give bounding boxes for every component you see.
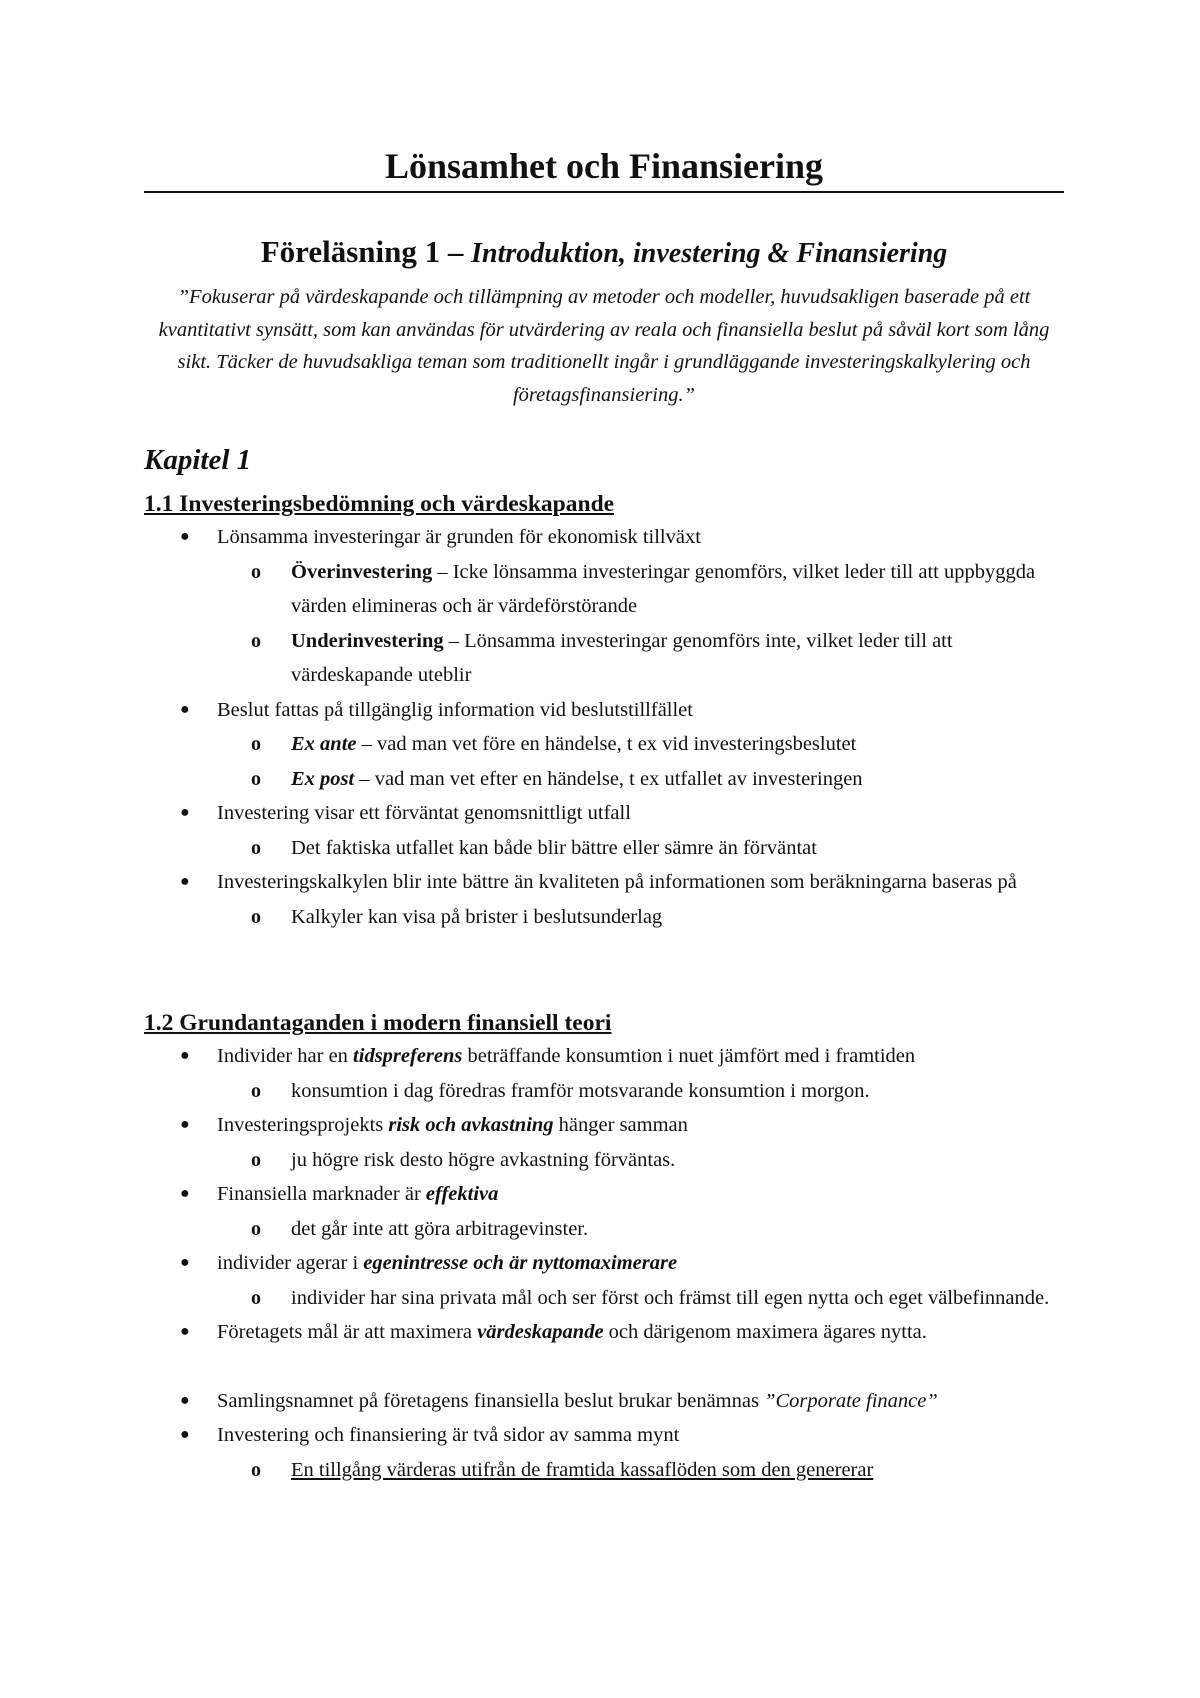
bullet-icon: ●	[180, 1426, 190, 1443]
section-1-2-list	[144, 1039, 1064, 1487]
bullet-icon: ●	[180, 700, 190, 718]
circle-bullet-icon: o	[251, 905, 261, 928]
spacer	[144, 1350, 1064, 1384]
bullet-icon: ●	[180, 1254, 190, 1271]
bullet-icon: ●	[180, 804, 190, 821]
list-item: o det går inte att göra arbitragevinster.	[144, 1212, 1064, 1247]
list-item: o ju högre risk desto högre avkastning förväntas.	[144, 1143, 1064, 1178]
section-heading-1-2: 1.2 Grundantaganden i modern finansiell teori	[144, 1010, 612, 1036]
list-item: o konsumtion i dag föredras framför motsvarande konsumtion i morgon.	[144, 1074, 1064, 1109]
bullet-icon: ●	[180, 1047, 190, 1064]
circle-bullet-icon: o	[251, 1148, 261, 1171]
bullet-icon: ●	[180, 873, 190, 890]
course-description-quote: ”Fokuserar på värdeskapande och tillämpning av metoder och modeller, huvudsakligen baserade på ett kvantitativt synsätt, som kan användas för utvärdering av reala och finansiella beslut på såväl kort som lång sikt. Täcker de huvudsakliga teman som traditionellt ingår i grundläggande investeringskalkylering och företagsfinansiering.”	[158, 286, 1050, 406]
document-title: Lönsamhet och Finansiering	[384, 146, 824, 186]
circle-bullet-icon: o	[251, 1286, 261, 1309]
lecture-heading	[144, 232, 1064, 274]
circle-bullet-icon: o	[251, 836, 261, 859]
list-item: ● Beslut fattas på tillgänglig information vid beslutstillfället o Ex ante – vad man vet före en händelse, t ex vid investeringsbeslutet o Ex post – vad man vet efter en händelse, t ex utfallet av investeringen	[144, 693, 1064, 797]
list-item: ● Investering visar ett förväntat genomsnittligt utfall o Det faktiska utfallet kan både blir bättre eller sämre än förväntat	[144, 796, 1064, 865]
bullet-icon: ●	[180, 1116, 190, 1133]
bullet-icon: ●	[180, 1323, 190, 1340]
list-item: ● Investeringsprojekts risk och avkastning hänger samman o ju högre risk desto högre avkastning förväntas.	[144, 1108, 1064, 1177]
list-item: o En tillgång värderas utifrån de framtida kassaflöden som den genererar	[144, 1453, 1064, 1488]
chapter-heading: Kapitel 1	[144, 444, 252, 476]
section-1-1-list	[144, 520, 1064, 934]
section-heading-1-1: 1.1 Investeringsbedömning och värdeskapande	[144, 491, 615, 517]
list-item: ● individer agerar i egenintresse och är nyttomaximerare o individer har sina privata mål och ser först och främst till egen nytta och eget välbefinnande.	[144, 1246, 1064, 1315]
circle-bullet-icon: o	[251, 1079, 261, 1102]
lecture-topic: Introduktion, investering & Finansiering	[471, 238, 948, 269]
circle-bullet-icon: o	[251, 733, 261, 755]
list-item: o Ex ante – vad man vet före en händelse, t ex vid investeringsbeslutet	[144, 727, 1064, 762]
bullet-icon: ●	[180, 1391, 190, 1409]
list-item: ● Lönsamma investeringar är grunden för ekonomisk tillväxt o Överinvestering – Icke lönsamma investeringar genomförs, vilket leder till att uppbyggda värden elimineras och är värdeförstörande o Underinvestering – Lönsamma investeringar genomförs inte, vilket leder till att värdeskapande uteblir	[144, 520, 1064, 693]
circle-bullet-icon: o	[251, 560, 261, 583]
title-underline	[144, 191, 1064, 193]
lecture-number: Föreläsning 1 –	[260, 234, 464, 269]
list-item: ● Individer har en tidspreferens beträffande konsumtion i nuet jämfört med i framtiden o konsumtion i dag föredras framför motsvarande konsumtion i morgon.	[144, 1039, 1064, 1108]
circle-bullet-icon: o	[251, 1217, 261, 1240]
list-item: ● Investering och finansiering är två sidor av samma mynt o En tillgång värderas utifrån de framtida kassaflöden som den genererar	[144, 1418, 1064, 1487]
list-item: ● Investeringskalkylen blir inte bättre än kvaliteten på informationen som beräkningarna baseras på o Kalkyler kan visa på brister i beslutsunderlag	[144, 865, 1064, 934]
circle-bullet-icon: o	[251, 767, 261, 790]
bullet-icon: ●	[180, 528, 190, 545]
list-item: ● Finansiella marknader är effektiva o det går inte att göra arbitragevinster.	[144, 1177, 1064, 1246]
circle-bullet-icon: o	[251, 1458, 261, 1481]
bullet-icon: ●	[180, 1185, 190, 1202]
list-item: ● Samlingsnamnet på företagens finansiella beslut brukar benämnas ”Corporate finance”	[144, 1384, 1064, 1419]
list-item: o Underinvestering – Lönsamma investeringar genomförs inte, vilket leder till att värdeskapande uteblir	[144, 624, 1064, 693]
list-item: ● Företagets mål är att maximera värdeskapande och därigenom maximera ägares nytta.	[144, 1315, 1064, 1350]
list-item: o Överinvestering – Icke lönsamma investeringar genomförs, vilket leder till att uppbyggda värden elimineras och är värdeförstörande	[144, 555, 1064, 624]
list-item: o individer har sina privata mål och ser först och främst till egen nytta och eget välbefinnande.	[144, 1281, 1064, 1316]
circle-bullet-icon: o	[251, 629, 261, 652]
list-item: o Ex post – vad man vet efter en händelse, t ex utfallet av investeringen	[144, 762, 1064, 797]
list-item: o Kalkyler kan visa på brister i beslutsunderlag	[144, 900, 1064, 935]
list-item: o Det faktiska utfallet kan både blir bättre eller sämre än förväntat	[144, 831, 1064, 866]
